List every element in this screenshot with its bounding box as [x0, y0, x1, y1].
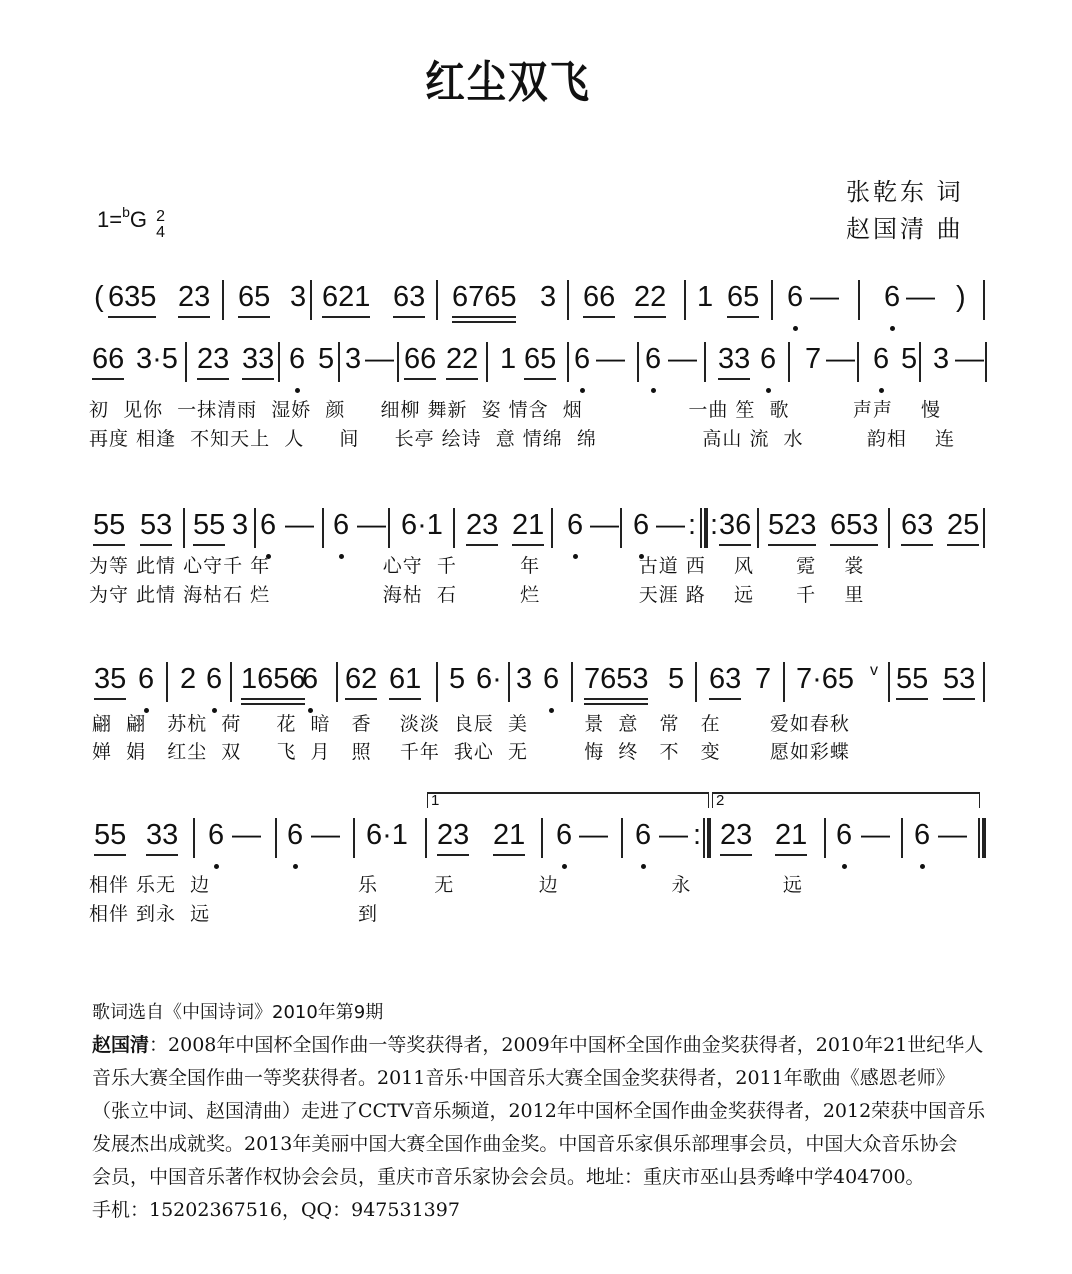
- flat-symbol: b: [122, 204, 130, 220]
- barline: [901, 818, 903, 858]
- note: 7653: [584, 663, 649, 695]
- beam-underline: [197, 378, 229, 380]
- note: 61: [389, 663, 422, 695]
- beam-underline: [466, 544, 498, 546]
- note: 523: [768, 509, 817, 541]
- dash: —: [826, 343, 855, 375]
- beam-underline: [404, 378, 436, 380]
- score-row-5: [0, 792, 1072, 858]
- beam-underline: [584, 698, 648, 700]
- note: 65: [524, 343, 557, 375]
- note: 66: [92, 343, 125, 375]
- bio-line-2: 音乐大赛全国作曲一等奖获得者。2011音乐·中国音乐大赛全国金奖获得者，2011年歌曲《感恩老师》: [92, 1067, 955, 1089]
- note: 33: [242, 343, 275, 375]
- lyrics-row-3-verse-1: 为等 此情 心守千 年 心守 千 年 古道 西 风 霓 裳: [89, 555, 865, 577]
- lyrics-source: 歌词选自《中国诗词》2010年第9期: [92, 1002, 384, 1023]
- note: 23: [720, 819, 753, 851]
- barline: [275, 818, 277, 858]
- note: v: [870, 662, 878, 679]
- beam-underline: [719, 544, 751, 546]
- time-denominator: 4: [156, 224, 166, 241]
- barline: [185, 342, 187, 382]
- volta-number: 1: [431, 792, 440, 809]
- dash: —: [668, 343, 697, 375]
- barline: [310, 280, 312, 320]
- lyrics-row-5-verse-2: 相伴 到永 远 到: [89, 903, 378, 925]
- note: 5: [318, 343, 335, 375]
- dash: —: [285, 509, 314, 541]
- score-row-3: [0, 508, 1072, 548]
- barline: [336, 662, 338, 702]
- beam-underline: [943, 698, 975, 700]
- beam-underline: [238, 316, 270, 318]
- note: 22: [446, 343, 479, 375]
- low-octave-dot: [214, 864, 219, 869]
- note: 6: [574, 343, 591, 375]
- bio-line-5: 会员，中国音乐著作权协会会员，重庆市音乐家协会会员。地址：重庆市巫山县秀峰中学404700。: [92, 1166, 925, 1188]
- beam-underline: [322, 316, 370, 318]
- barline: [983, 508, 985, 548]
- barline: [983, 662, 985, 702]
- note: 6: [260, 509, 277, 541]
- note: 5: [901, 343, 918, 375]
- note: 55: [896, 663, 929, 695]
- barline: [621, 818, 623, 858]
- note: 6: [208, 819, 225, 851]
- composer: 赵国清 曲: [846, 216, 964, 243]
- note: 5: [668, 663, 685, 695]
- note: 63: [901, 509, 934, 541]
- note: 6: [760, 343, 777, 375]
- barline: [824, 818, 826, 858]
- dash: —: [365, 343, 394, 375]
- volta-number: 2: [716, 792, 725, 809]
- note: :: [710, 509, 719, 541]
- barline: [541, 818, 543, 858]
- score-row-4: [0, 662, 1072, 702]
- beam-underline: [140, 544, 172, 546]
- note: (: [94, 281, 104, 313]
- bio-line-4: 发展杰出成就奖。2013年美丽中国大赛全国作曲金奖。中国音乐家俱乐部理事会员，中国大众音乐协会: [92, 1133, 958, 1155]
- bio-line-1: 赵国清：2008年中国杯全国作曲一等奖获得者，2009年中国杯全国作曲金奖获得者，2010年21世纪华人: [92, 1034, 984, 1056]
- beam-underline: [901, 544, 933, 546]
- note: :: [688, 509, 697, 541]
- dash: —: [810, 281, 839, 313]
- low-octave-dot: [580, 388, 585, 393]
- volta-bracket: [712, 792, 980, 808]
- dash: —: [596, 343, 625, 375]
- beam-underline: [583, 316, 615, 318]
- barline: [508, 662, 510, 702]
- lyrics-row-4-verse-1: 翩 翩 苏杭 荷 花 暗 香 淡淡 良辰 美 景 意 常 在 爱如春秋: [92, 713, 850, 735]
- barline: [757, 508, 759, 548]
- low-octave-dot: [293, 864, 298, 869]
- lyrics-row-5-verse-1: 相伴 乐无 边 乐 无 边 永 远: [89, 874, 803, 896]
- volta-bracket: [427, 792, 709, 808]
- barline: [230, 662, 232, 702]
- note: 55: [94, 819, 127, 851]
- beam-underline: [512, 544, 544, 546]
- dash: —: [659, 819, 688, 851]
- note: 6: [873, 343, 890, 375]
- note: 3: [933, 343, 950, 375]
- note: 6: [287, 819, 304, 851]
- barline: [222, 280, 224, 320]
- barline: [551, 508, 553, 548]
- note: 6: [138, 663, 155, 695]
- beam-underline: [94, 698, 126, 700]
- beam-underline: [93, 544, 125, 546]
- beam-underline: [437, 854, 469, 856]
- key-signature: [97, 204, 165, 241]
- barline: [278, 342, 280, 382]
- barline: [858, 280, 860, 320]
- low-octave-dot: [641, 864, 646, 869]
- barline: [183, 508, 185, 548]
- low-octave-dot: [562, 864, 567, 869]
- beam-underline: [94, 854, 126, 856]
- note: 35: [94, 663, 127, 695]
- note: 5: [449, 663, 466, 695]
- beam-underline: [830, 544, 878, 546]
- credits: [846, 174, 964, 248]
- note: 25: [947, 509, 980, 541]
- beam-underline: [768, 544, 816, 546]
- note: 23: [466, 509, 499, 541]
- barline: [888, 508, 890, 548]
- dash: —: [311, 819, 340, 851]
- note: 6: [635, 819, 652, 851]
- beam-underline: [634, 316, 666, 318]
- barline: [888, 662, 890, 702]
- beam-underline: [947, 544, 979, 546]
- barline: [567, 280, 569, 320]
- note: 3: [290, 281, 307, 313]
- dash: —: [955, 343, 984, 375]
- beam-underline: [775, 854, 807, 856]
- note: 36: [719, 509, 752, 541]
- beam-underline: [493, 854, 525, 856]
- time-numerator: 2: [156, 208, 166, 225]
- barline: [857, 342, 859, 382]
- note: 6: [567, 509, 584, 541]
- note: 6·: [476, 663, 502, 695]
- beam-underline: [241, 698, 305, 700]
- lyrics-row-2-verse-1: 初 见你 一抹清雨 湿娇 颜 细柳 舞新 姿 情含 烟 一曲 笙 歌 声声 慢: [89, 399, 941, 421]
- beam-underline: [393, 316, 425, 318]
- dash: —: [861, 819, 890, 851]
- beam-underline: [727, 316, 759, 318]
- footer-notes: [92, 996, 1002, 1227]
- note: 3·5: [136, 343, 178, 375]
- note: 63: [393, 281, 426, 313]
- key-note: G: [129, 207, 148, 232]
- note: 635: [108, 281, 157, 313]
- key-prefix: 1=: [97, 207, 123, 232]
- dash: —: [590, 509, 619, 541]
- barline: [704, 342, 706, 382]
- low-octave-dot: [766, 388, 771, 393]
- note: ): [956, 281, 966, 313]
- beam-underline: [242, 378, 274, 380]
- beam-underline: [241, 703, 305, 705]
- lyricist: 张乾东 词: [846, 179, 964, 206]
- double-barline: [703, 818, 711, 858]
- low-octave-dot: [879, 388, 884, 393]
- barline: [397, 342, 399, 382]
- time-signature: [156, 209, 165, 241]
- low-octave-dot: [295, 388, 300, 393]
- note: 66: [583, 281, 616, 313]
- note: 33: [146, 819, 179, 851]
- barline: [353, 818, 355, 858]
- low-octave-dot: [793, 326, 798, 331]
- beam-underline: [345, 698, 377, 700]
- lyrics-row-3-verse-2: 为守 此情 海枯石 烂 海枯 石 烂 天涯 路 远 千 里: [89, 584, 865, 606]
- note: 3: [540, 281, 557, 313]
- note: 6: [289, 343, 306, 375]
- beam-underline: [446, 378, 478, 380]
- note: 6·1: [366, 819, 408, 851]
- beam-underline: [584, 703, 648, 705]
- note: 33: [718, 343, 751, 375]
- note: 21: [512, 509, 545, 541]
- beam-underline: [896, 698, 928, 700]
- double-barline: [700, 508, 708, 548]
- note: 7: [805, 343, 822, 375]
- barline: [985, 342, 987, 382]
- note: 1: [500, 343, 517, 375]
- barline: [567, 342, 569, 382]
- note: 6765: [452, 281, 517, 313]
- dash: —: [906, 281, 935, 313]
- barline: [322, 508, 324, 548]
- dash: —: [656, 509, 685, 541]
- beam-underline: [193, 544, 225, 546]
- beam-underline: [389, 698, 421, 700]
- note: 2: [180, 663, 197, 695]
- note: 6: [787, 281, 804, 313]
- note: 6: [884, 281, 901, 313]
- note: 55: [193, 509, 226, 541]
- low-octave-dot: [842, 864, 847, 869]
- note: :: [693, 819, 702, 851]
- dash: —: [579, 819, 608, 851]
- note: 6: [543, 663, 560, 695]
- low-octave-dot: [920, 864, 925, 869]
- beam-underline: [92, 378, 124, 380]
- note: 7: [755, 663, 772, 695]
- score-row-2: [0, 342, 1072, 382]
- note: 21: [775, 819, 808, 851]
- note: 6: [836, 819, 853, 851]
- barline: [436, 662, 438, 702]
- note: 65: [238, 281, 271, 313]
- contact-line: 手机：15202367516，QQ：947531397: [92, 1199, 460, 1221]
- beam-underline: [108, 316, 156, 318]
- song-title: 红尘双飞: [425, 57, 591, 108]
- barline: [254, 508, 256, 548]
- beam-underline: [720, 854, 752, 856]
- note: 23: [197, 343, 230, 375]
- note: 6: [914, 819, 931, 851]
- barline: [788, 342, 790, 382]
- note: 3: [345, 343, 362, 375]
- note: 62: [345, 663, 378, 695]
- barline: [783, 662, 785, 702]
- beam-underline: [709, 698, 741, 700]
- note: 53: [943, 663, 976, 695]
- double-barline: [978, 818, 986, 858]
- note: 53: [140, 509, 173, 541]
- note: 621: [322, 281, 371, 313]
- note: 7·65: [796, 663, 855, 695]
- note: 6: [206, 663, 223, 695]
- note: 6: [556, 819, 573, 851]
- dash: —: [938, 819, 967, 851]
- bio-name: 赵国清: [92, 1034, 150, 1056]
- note: 65: [727, 281, 760, 313]
- note: 22: [634, 281, 667, 313]
- barline: [620, 508, 622, 548]
- barline: [771, 280, 773, 320]
- dash: —: [357, 509, 386, 541]
- beam-underline: [452, 316, 516, 318]
- note: 6: [633, 509, 650, 541]
- lyrics-row-4-verse-2: 婵 娟 红尘 双 飞 月 照 千年 我心 无 悔 终 不 变 愿如彩蝶: [92, 741, 850, 763]
- low-octave-dot: [651, 388, 656, 393]
- note: 23: [437, 819, 470, 851]
- note: 3: [516, 663, 533, 695]
- barline: [486, 342, 488, 382]
- note: 6: [645, 343, 662, 375]
- note: 3: [232, 509, 249, 541]
- barline: [571, 662, 573, 702]
- barline: [453, 508, 455, 548]
- low-octave-dot: [890, 326, 895, 331]
- barline: [388, 508, 390, 548]
- barline: [166, 662, 168, 702]
- note: 55: [93, 509, 126, 541]
- note: 653: [830, 509, 879, 541]
- note: 21: [493, 819, 526, 851]
- note: 6: [302, 663, 319, 695]
- dash: —: [232, 819, 261, 851]
- beam-underline: [524, 378, 556, 380]
- barline: [425, 818, 427, 858]
- note: 1: [697, 281, 714, 313]
- beam-underline: [178, 316, 210, 318]
- beam-underline: [452, 321, 516, 323]
- note: 6: [333, 509, 350, 541]
- bio-line-3: （张立中词、赵国清曲）走进了CCTV音乐频道，2012年中国杯全国作曲金奖获得者，2012荣获中国音乐: [92, 1100, 986, 1122]
- score-row-1: [0, 280, 1072, 320]
- beam-underline: [718, 378, 750, 380]
- lyrics-row-2-verse-2: 再度 相逢 不知天上 人 间 长亭 绘诗 意 情绵 绵 高山 流 水 韵相 连: [89, 428, 956, 450]
- barline: [193, 818, 195, 858]
- barline: [637, 342, 639, 382]
- barline: [919, 342, 921, 382]
- note: 66: [404, 343, 437, 375]
- note: 6·1: [401, 509, 443, 541]
- barline: [436, 280, 438, 320]
- note: 1656: [241, 663, 306, 695]
- note: 63: [709, 663, 742, 695]
- beam-underline: [146, 854, 178, 856]
- note: 23: [178, 281, 211, 313]
- barline: [684, 280, 686, 320]
- barline: [695, 662, 697, 702]
- barline: [338, 342, 340, 382]
- barline: [983, 280, 985, 320]
